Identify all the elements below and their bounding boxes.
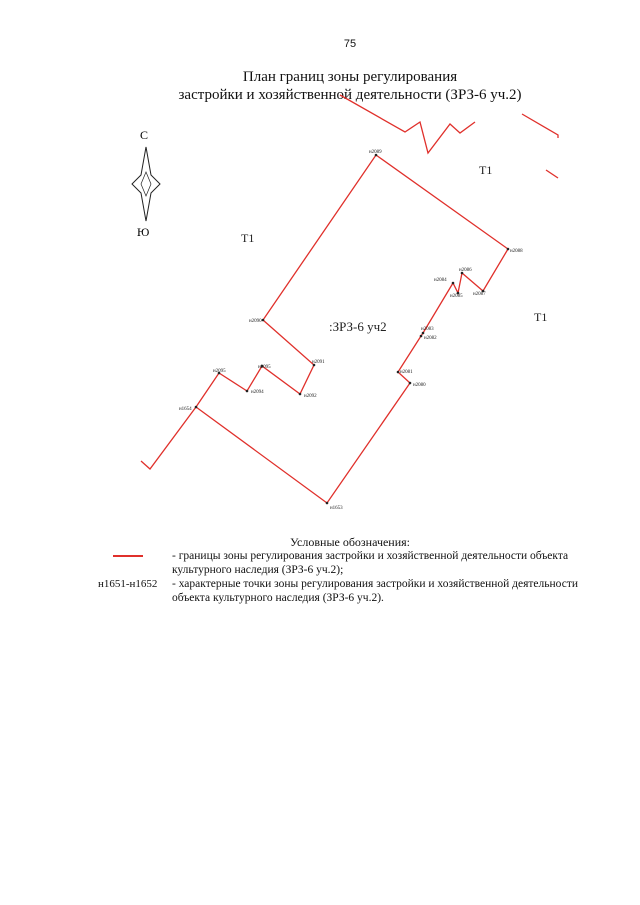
svg-text:н2092: н2092 bbox=[304, 394, 317, 399]
svg-text:н2084: н2084 bbox=[434, 278, 447, 283]
svg-text:н2091: н2091 bbox=[312, 360, 325, 365]
point-n2084 bbox=[434, 278, 454, 284]
title-line-1: План границ зоны регулирования bbox=[242, 69, 458, 85]
svg-text:н2089: н2089 bbox=[369, 150, 382, 155]
svg-text:н2081: н2081 bbox=[400, 370, 413, 375]
point-n2080 bbox=[409, 382, 426, 388]
legend-title: Условные обозначения: bbox=[289, 535, 411, 549]
legend-boundary-text: - границы зоны регулирования застройки и хозяйственной деятельности объекта культурного наследия (ЗРЗ-6 уч.2); bbox=[172, 550, 569, 576]
zone-label-zrz: :ЗРЗ-6 уч2 bbox=[329, 319, 387, 334]
point-n2085 bbox=[450, 292, 463, 299]
point-n2089 bbox=[369, 150, 382, 156]
svg-text:н2095: н2095 bbox=[213, 369, 226, 374]
svg-text:н2090: н2090 bbox=[249, 319, 262, 324]
svg-text:н2082: н2082 bbox=[424, 336, 437, 341]
point-n2095-right bbox=[258, 365, 271, 370]
point-n2083 bbox=[421, 327, 434, 334]
svg-text:н2094: н2094 bbox=[251, 390, 264, 395]
zone-label-t1-right: Т1 bbox=[534, 310, 548, 324]
zone-label-t1-left: Т1 bbox=[241, 231, 255, 245]
compass-south-label: Ю bbox=[137, 225, 150, 239]
point-n2095-left bbox=[213, 369, 226, 374]
svg-text:н2095: н2095 bbox=[258, 365, 271, 370]
boundary-upper-fragment bbox=[340, 95, 475, 153]
legend-points-text: - характерные точки зоны регулирования застройки и хозяйственной деятельности объекта культурного наследия (ЗРЗ-6 уч.2). bbox=[172, 578, 578, 604]
compass-north-label: С bbox=[140, 128, 149, 142]
zone-labels bbox=[241, 163, 547, 334]
boundary-lines bbox=[141, 95, 558, 503]
svg-text:н1653: н1653 bbox=[330, 506, 343, 511]
svg-text:н2083: н2083 bbox=[421, 327, 434, 332]
point-n2092 bbox=[299, 393, 317, 399]
title-line-2: застройки и хозяйственной деятельности (ЗРЗ-6 уч.2) bbox=[178, 87, 522, 103]
svg-text:н2088: н2088 bbox=[510, 249, 523, 254]
svg-text:н1654: н1654 bbox=[179, 407, 192, 412]
zone-label-t1-top: Т1 bbox=[479, 163, 493, 177]
point-n2087 bbox=[473, 290, 486, 297]
north-arrow bbox=[132, 128, 160, 239]
svg-text:н2087: н2087 bbox=[473, 292, 486, 297]
point-n2081 bbox=[397, 370, 413, 375]
point-n2086 bbox=[459, 268, 472, 274]
boundary-right-fragment bbox=[522, 114, 558, 138]
svg-text:н2085: н2085 bbox=[450, 294, 463, 299]
point-n2088 bbox=[507, 248, 523, 254]
boundary-right-edge bbox=[546, 170, 558, 178]
svg-text:н2080: н2080 bbox=[413, 383, 426, 388]
point-n2090 bbox=[249, 319, 264, 324]
point-n2094 bbox=[246, 390, 264, 395]
legend-points-code: н1651-н1652 bbox=[98, 578, 158, 590]
legend-red-line-icon bbox=[113, 555, 143, 557]
page-number: 75 bbox=[343, 38, 357, 50]
svg-text:н2086: н2086 bbox=[459, 268, 472, 273]
compass-needle-icon bbox=[132, 147, 160, 221]
point-n1653 bbox=[326, 502, 343, 511]
point-n2082 bbox=[420, 335, 437, 341]
boundary-tail bbox=[141, 407, 196, 469]
point-n2091 bbox=[312, 360, 325, 366]
